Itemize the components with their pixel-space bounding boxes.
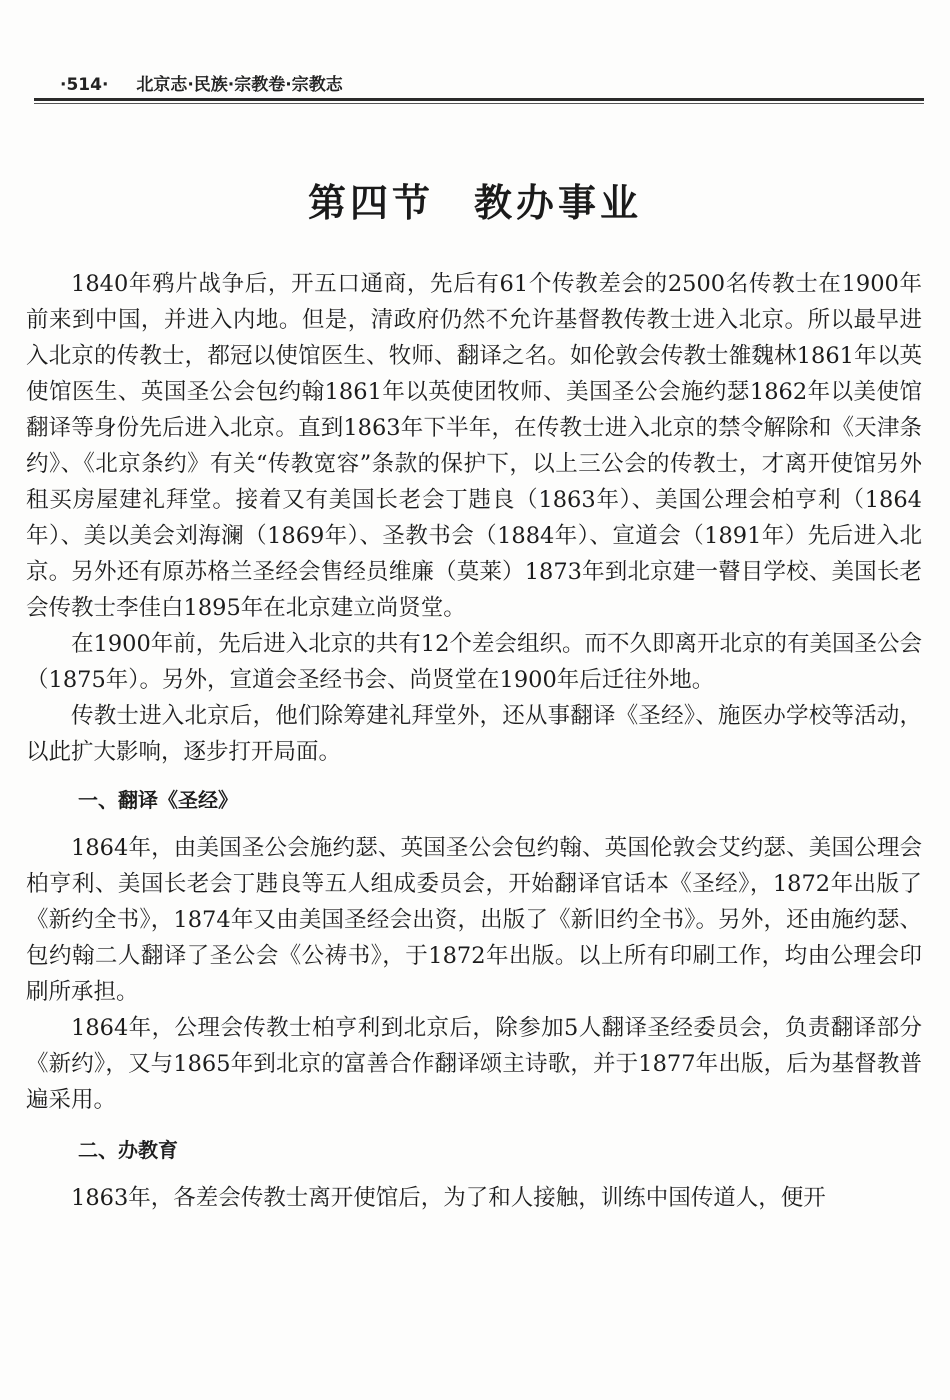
paragraph: 1864年，由美国圣公会施约瑟、英国圣公会包约翰、英国伦敦会艾约瑟、美国公理会柏亨利、美国长老会丁韪良等五人组成委员会，开始翻译官话本《圣经》，1872年出版了《新约全书》，1874年又由美国圣经会出资，出版了《新旧约全书》。另外，还由施约瑟、包约翰二人翻译了圣公会《公祷书》，于1872年出版。以上所有印刷工作，均由公理会印刷所承担。 [26,835,922,1005]
page-number: ·514· [60,75,109,95]
paragraph: 传教士进入北京后，他们除筹建礼拜堂外，还从事翻译《圣经》、施医办学校等活动，以此扩大影响，逐步打开局面。 [26,703,922,765]
subsection-heading-translation: 一、翻译《圣经》 [78,788,238,812]
section-number: 第四节 [307,180,434,225]
running-head [60,70,343,95]
book-title: 北京志·民族·宗教卷·宗教志 [136,75,343,95]
paragraph: 1840年鸦片战争后，开五口通商，先后有61个传教差会的2500名传教士在1900年前来到中国，并进入内地。但是，清政府仍然不允许基督教传教士进入北京。所以最早进入北京的传教士，都冠以使馆医生、牧师、翻译之名。如伦敦会传教士雒魏林1861年以英使馆医生、英国圣公会包约翰1861年以英使团牧师、美国圣公会施约瑟1862年以美使馆翻译等身份先后进入北京。直到1863年下半年，在传教士进入北京的禁令解除和《天津条约》、《北京条约》有关“传教宽容”条款的保护下，以上三公会的传教士，才离开使馆另外租买房屋建礼拜堂。接着又有美国长老会丁韪良（1863年）、美国公理会柏亨利（1864年）、美以美会刘海澜（1869年）、圣教书会（1884年）、宣道会（1891年）先后进入北京。另外还有原苏格兰圣经会售经员维廉（莫莱）1873年到北京建一瞽目学校、美国长老会传教士李佳白1895年在北京建立尚贤堂。 [26,271,922,621]
body-text [26,266,922,1216]
paragraph: 在1900年前，先后进入北京的共有12个差会组织。而不久即离开北京的有美国圣公会（1875年）。另外，宣道会圣经书会、尚贤堂在1900年后迁往外地。 [26,631,922,693]
paragraph: 1864年，公理会传教士柏亨利到北京后，除参加5人翻译圣经委员会，负责翻译部分《新约》，又与1865年到北京的富善合作翻译颂主诗歌，并于1877年出版，后为基督教普遍采用。 [26,1015,922,1113]
header-rule-thick [34,98,924,101]
header-rule-thin [34,103,924,104]
section-name: 教办事业 [474,180,643,225]
paragraph: 1863年，各差会传教士离开使馆后，为了和人接触，训练中国传道人，便开 [71,1185,826,1211]
section-title [0,172,950,227]
subsection-heading-education: 二、办教育 [78,1138,178,1162]
